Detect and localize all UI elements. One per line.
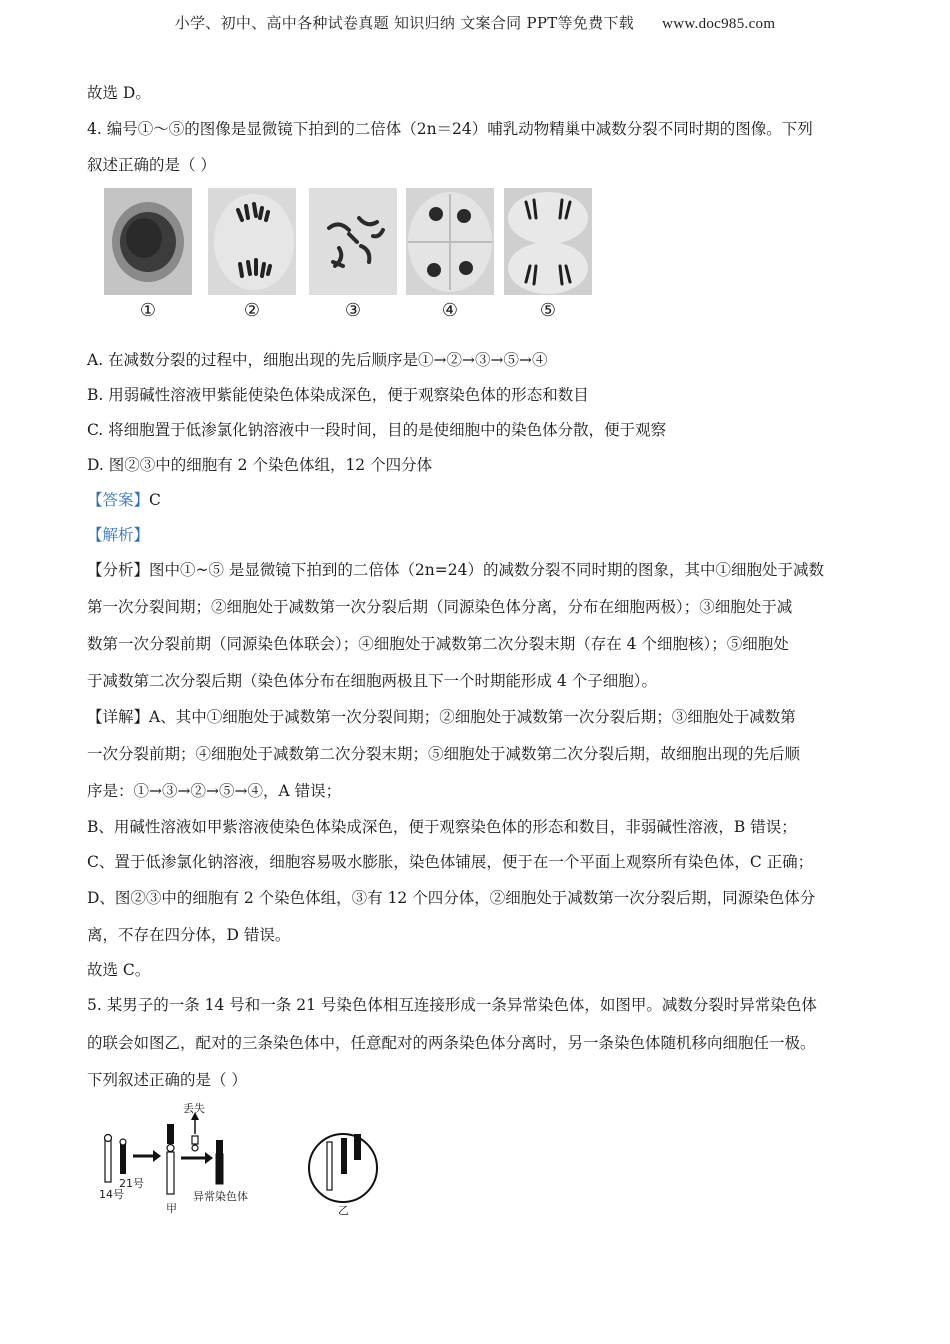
xiangjie-line-4: B、用碱性溶液如甲紫溶液使染色体染成深色，便于观察染色体的形态和数目，非弱碱性溶液，B 错误； <box>87 818 797 836</box>
micrograph-2-label: ② <box>243 300 261 321</box>
q4-option-a: A. 在减数分裂的过程中，细胞出现的先后顺序是①→②→③→⑤→④ <box>87 351 548 369</box>
xiangjie-line-5: C、置于低渗氯化钠溶液，细胞容易吸水膨胀，染色体铺展，便于在一个平面上观察所有染色体，C 正确； <box>87 853 814 871</box>
fenxi-text-1: 图中①~⑤ 是显微镜下拍到的二倍体（2n=24）的减数分裂不同时期的图象，其中①细胞处于减数 <box>149 561 824 579</box>
micrograph-2-image <box>208 188 296 295</box>
xiangjie-line-3: 序是：①→③→②→⑤→④，A 错误； <box>87 782 342 800</box>
q4-option-d: D. 图②③中的细胞有 2 个染色体组，12 个四分体 <box>87 456 433 474</box>
fenxi-line-4: 于减数第二次分裂后期（染色体分布在细胞两极且下一个时期能形成 4 个子细胞）。 <box>87 672 657 690</box>
micrograph-1-image <box>104 188 192 295</box>
header-site-link[interactable]: www.doc985.com <box>662 16 776 32</box>
xiangjie-text-1: A、其中①细胞处于减数第一次分裂间期；②细胞处于减数第一次分裂后期；③细胞处于减数第 <box>149 708 796 726</box>
label-chromosome-21: 21号 <box>119 1177 144 1190</box>
q3-conclusion: 故选 D。 <box>87 84 151 102</box>
q5-stem-line3: 下列叙述正确的是（ ） <box>87 1071 247 1089</box>
answer-label: 【答案】 <box>87 491 150 509</box>
micrograph-5-image <box>504 188 592 295</box>
q4-option-b: B. 用弱碱性溶液甲紫能使染色体染成深色，便于观察染色体的形态和数目 <box>87 386 589 404</box>
fenxi-label: 【分析】 <box>87 561 150 579</box>
micrograph-1-label: ① <box>139 300 157 321</box>
q5-chromosome-figure <box>95 1100 395 1220</box>
micrograph-3-image <box>309 188 397 295</box>
q4-stem-line1: 4. 编号①～⑤的图像是显微镜下拍到的二倍体（2n＝24）哺乳动物精巢中减数分裂不同时期的图像。下列 <box>87 120 813 138</box>
header-text: 小学、初中、高中各种试卷真题 知识归纳 文案合同 PPT等免费下载 <box>174 14 635 32</box>
micrograph-3-label: ③ <box>344 300 362 321</box>
analysis-heading: 【解析】 <box>87 526 150 544</box>
micrograph-4-label: ④ <box>441 300 459 321</box>
q4-conclusion: 故选 C。 <box>87 961 151 979</box>
label-chromosome-14: 14号 <box>99 1188 124 1201</box>
xiangjie-line-7: 离，不存在四分体，D 错误。 <box>87 926 291 944</box>
xiangjie-label: 【详解】 <box>87 708 150 726</box>
label-lost: 丢失 <box>183 1102 205 1115</box>
xiangjie-line-6: D、图②③中的细胞有 2 个染色体组，③有 12 个四分体，②细胞处于减数第一次分裂后期，同源染色体分 <box>87 889 816 907</box>
label-abnormal-chromosome: 异常染色体 <box>193 1190 248 1203</box>
q4-stem-line2: 叙述正确的是（ ） <box>87 156 216 174</box>
fenxi-line-3: 数第一次分裂前期（同源染色体联会）；④细胞处于减数第二次分裂末期（存在 4 个细胞核）；⑤细胞处 <box>87 635 789 653</box>
q5-stem-line2: 的联会如图乙，配对的三条染色体中，任意配对的两条染色体分离时，另一条染色体随机移向细胞任一极。 <box>87 1034 816 1052</box>
xiangjie-line-1 <box>87 705 796 727</box>
fenxi-line-1 <box>87 558 824 580</box>
label-yi: 乙 <box>338 1204 349 1217</box>
page-header <box>0 12 950 33</box>
fenxi-line-2: 第一次分裂间期；②细胞处于减数第一次分裂后期（同源染色体分离，分布在细胞两极）；③细胞处于减 <box>87 598 793 616</box>
label-jia: 甲 <box>166 1202 177 1215</box>
xiangjie-line-2: 一次分裂前期；④细胞处于减数第二次分裂末期；⑤细胞处于减数第二次分裂后期，故细胞出现的先后顺 <box>87 745 801 763</box>
q5-stem-line1: 5. 某男子的一条 14 号和一条 21 号染色体相互连接形成一条异常染色体，如图甲。减数分裂时异常染色体 <box>87 996 817 1014</box>
micrograph-5-label: ⑤ <box>539 300 557 321</box>
micrograph-4-image <box>406 188 494 295</box>
q4-option-c: C. 将细胞置于低渗氯化钠溶液中一段时间，目的是使细胞中的染色体分散，便于观察 <box>87 421 667 439</box>
q4-answer <box>87 488 161 510</box>
answer-value: C <box>149 491 161 509</box>
